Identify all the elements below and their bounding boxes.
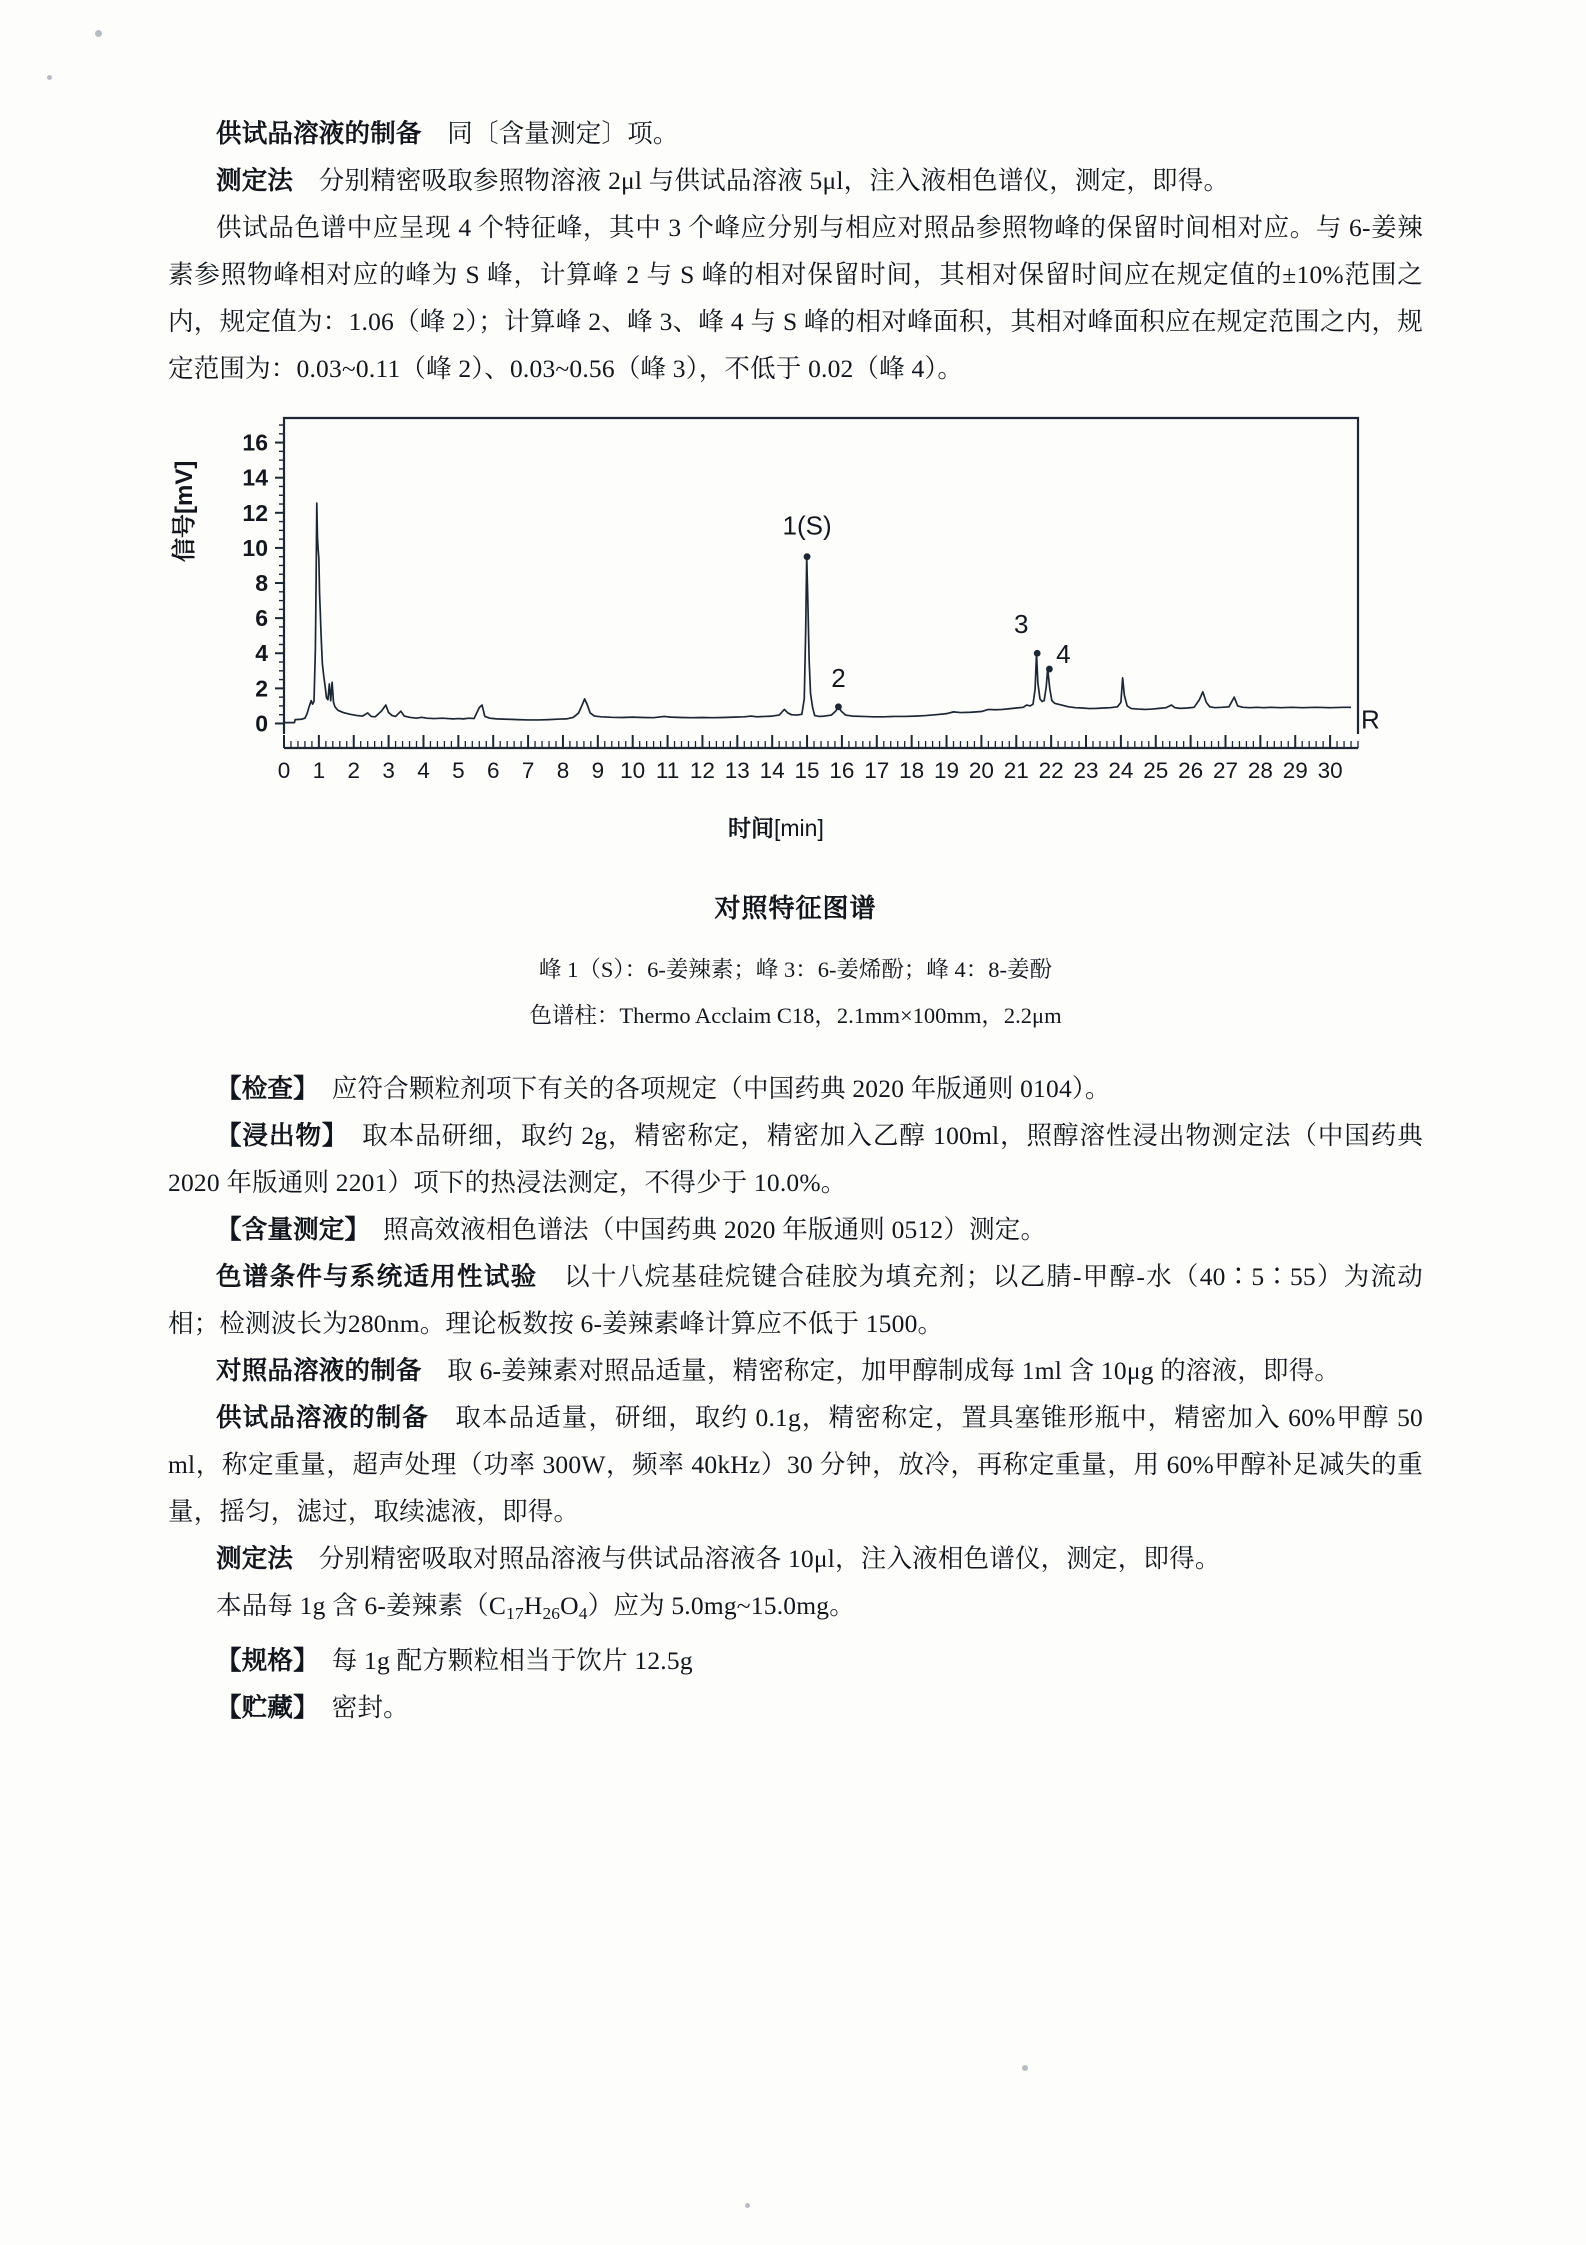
y-tick-label: 2 [255,675,268,702]
y-tick-label: 12 [242,499,268,526]
section-label: 供试品溶液的制备 [216,1403,429,1432]
section-content-limits [168,1582,1423,1637]
peak-label: 4 [1056,639,1071,670]
x-tick-label: 7 [521,758,535,783]
y-tick-label: 14 [242,464,268,491]
y-tick-label: 0 [255,710,268,737]
section-test-solution-prep [168,1394,1423,1535]
section-label: 【贮藏】 [216,1692,307,1722]
peak-label: 2 [831,662,846,693]
section-text: 照高效液相色谱法（中国药典 2020 年版通则 0512）测定。 [357,1215,1047,1244]
section-reference-solution-prep [168,1347,1423,1394]
x-tick-label: 22 [1038,758,1064,783]
x-tick-label: 11 [655,758,680,783]
peak-marker [1046,666,1053,673]
section-inspection [168,1065,1423,1112]
x-tick-label: 24 [1108,758,1134,783]
paragraph-characteristic-peaks [168,204,1423,392]
formula-sub-4: 4 [578,1603,588,1623]
peak-marker [835,703,842,710]
chromatogram-svg [198,412,1393,802]
chart-canvas [198,412,1393,832]
scan-speck [47,75,52,80]
paragraph-text: 分别精密吸取参照物溶液 2μl 与供试品溶液 5μl，注入液相色谱仪，测定，即得。 [293,166,1230,195]
x-tick-label: 10 [620,758,646,783]
section-specification [168,1637,1423,1684]
section-text: 取 6-姜辣素对照品适量，精密称定，加甲醇制成每 1ml 含 10μg 的溶液，即得。 [421,1356,1341,1385]
x-tick-label: 25 [1143,758,1169,783]
peak-label: 3 [1013,609,1029,640]
paragraph-bold-lead: 测定法 [216,166,294,195]
y-tick-label: 16 [242,429,268,456]
x-tick-label: 5 [452,758,465,783]
section-text: 分别精密吸取对照品溶液与供试品溶液各 10μl，注入液相色谱仪，测定，即得。 [293,1544,1221,1573]
x-tick-label: 6 [486,758,500,783]
y-tick-label: 4 [255,640,268,667]
y-tick-label: 8 [255,570,268,597]
paragraph-assay-method [168,157,1423,204]
scan-speck [95,30,102,37]
x-axis-unit: [min] [774,815,824,841]
section-extractives [168,1112,1423,1206]
section-text: 每 1g 配方颗粒相当于饮片 12.5g [306,1645,693,1675]
formula-mid-O: O [560,1591,579,1620]
scan-speck [1022,2065,1028,2071]
x-tick-label: 15 [794,758,820,783]
figure-caption-column: 色谱柱：Thermo Acclaim C18，2.1mm×100mm，2.2μm [529,1003,1062,1028]
y-axis-unit: [mV] [171,460,198,514]
y-tick-label: 6 [255,605,268,632]
x-tick-label: 3 [382,758,395,783]
chart-y-axis-label [164,461,199,562]
peak-marker [1034,650,1041,657]
x-tick-label: 21 [1003,758,1029,783]
y-tick-label: 10 [242,534,268,561]
formula-mid-H: H [523,1591,543,1620]
x-tick-label: 20 [968,758,994,783]
x-tick-label: 28 [1247,758,1273,783]
sections-block [168,1065,1423,1731]
scan-speck [745,2203,750,2208]
peak-label: R [1361,704,1380,735]
x-tick-label: 14 [759,758,785,783]
x-tick-label: 4 [417,758,430,783]
y-axis-title: 信号 [171,514,198,562]
x-tick-label: 19 [934,758,960,783]
section-text: 应符合颗粒剂项下有关的各项规定（中国药典 2020 年版通则 0104）。 [306,1074,1111,1103]
x-tick-label: 29 [1282,758,1308,783]
paragraph-text: 供试品色谱中应呈现 4 个特征峰，其中 3 个峰应分别与相应对照品参照物峰的保留时间相对应。与 6-姜辣素参照物峰相对应的峰为 S 峰，计算峰 2 与 S 峰的相对保留时间，其相对保留时间应在规定值的±10%范围之内，规定值为：1.06（峰 2）；计算峰 2、峰 3、峰 4 与 S 峰的相对峰面积，其相对峰面积应在规定范围之内，规定范围为：0.03~0.11（峰 2）、0.03~0.56（峰 3），不低于 0.02（峰 4）。 [168,213,1423,383]
formula-suffix: ）应为 5.0mg~15.0mg。 [587,1591,855,1620]
section-label: 色谱条件与系统适用性试验 [216,1262,538,1291]
formula-prefix: 本品每 1g 含 6-姜辣素（C [216,1591,507,1620]
x-tick-label: 16 [829,758,855,783]
chart-frame [284,418,1358,734]
x-tick-label: 12 [689,758,715,783]
section-label: 对照品溶液的制备 [216,1356,422,1385]
section-text: 密封。 [306,1692,409,1722]
x-tick-label: 1 [312,758,326,783]
figure-chromatogram [168,412,1423,882]
paragraph-text: 同〔含量测定〕项。 [421,119,679,148]
section-label: 【含量测定】 [216,1215,358,1244]
chart-x-axis-label [728,810,824,843]
section-text: 取本品研细，取约 2g，精密称定，精密加入乙醇 100ml，照醇溶性浸出物测定法（中国药典 2020 年版通则 2201）项下的热浸法测定，不得少于 10.0%。 [168,1121,1423,1197]
x-tick-label: 9 [591,758,605,783]
peak-label: 1(S) [782,510,832,541]
section-label: 【规格】 [216,1645,307,1675]
x-tick-label: 18 [899,758,925,783]
figure-title: 对照特征图谱 [714,894,877,923]
section-determination-method [168,1535,1423,1582]
section-label: 测定法 [216,1544,294,1573]
x-tick-label: 17 [864,758,890,783]
section-storage [168,1684,1423,1731]
page-content [168,110,1423,1731]
section-chromatographic-conditions [168,1253,1423,1347]
section-assay [168,1206,1423,1253]
section-text: 以十八烷基硅烷键合硅胶为填充剂；以乙腈-甲醇-水（40∶5∶55）为流动相；检测波长为280nm。理论板数按 6-姜辣素峰计算应不低于 1500。 [168,1262,1423,1338]
section-label: 【检查】 [216,1074,307,1103]
x-tick-label: 0 [277,758,291,783]
section-text: 取本品适量，研细，取约 0.1g，精密称定，置具塞锥形瓶中，精密加入 60%甲醇 50 ml，称定重量，超声处理（功率 300W，频率 40kHz）30 分钟，放冷，再称定重量，用 60%甲醇补足减失的重量，摇匀，滤过，取续滤液，即得。 [168,1403,1423,1526]
section-label: 【浸出物】 [216,1121,336,1150]
x-tick-label: 23 [1073,758,1099,783]
paragraph-bold-lead: 供试品溶液的制备 [216,119,422,148]
x-tick-label: 8 [556,758,570,783]
x-tick-label: 27 [1212,758,1239,783]
x-tick-label: 26 [1178,758,1204,783]
x-axis-title: 时间 [728,815,774,841]
x-tick-label: 30 [1317,758,1343,783]
formula-sub-17: 17 [506,1603,524,1623]
paragraph-sample-solution-prep [168,110,1423,157]
formula-sub-26: 26 [542,1603,561,1623]
peak-marker [804,553,811,560]
x-tick-label: 13 [724,758,750,783]
figure-caption-peaks: 峰 1（S）：6-姜辣素；峰 3：6-姜烯酚；峰 4：8-姜酚 [538,957,1053,982]
x-tick-label: 2 [347,758,360,783]
